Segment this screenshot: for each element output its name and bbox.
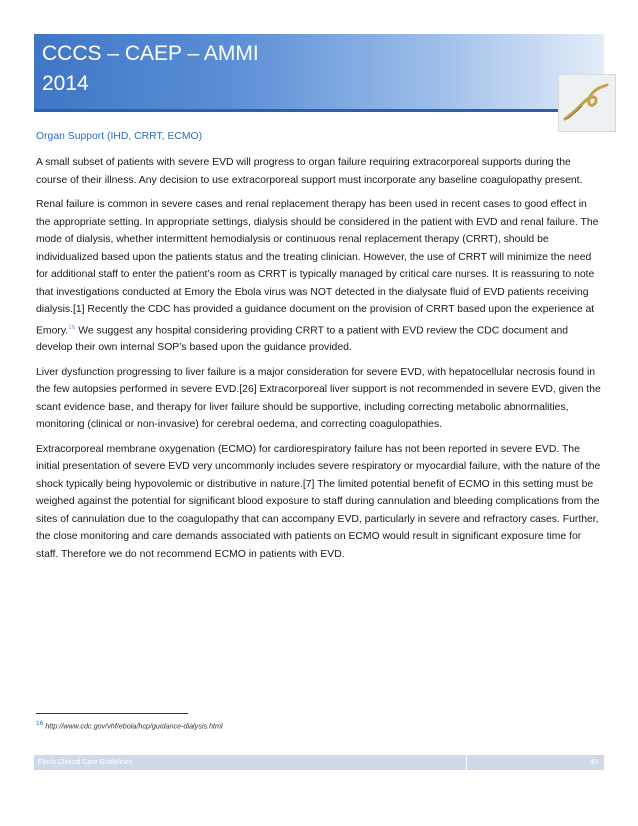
footnote-ref: 16 [68,323,76,331]
page-footer [34,755,604,770]
footer-divider [466,755,467,770]
page-number: 40 [590,759,598,766]
paragraph-3: Liver dysfunction progressing to liver failure is a major consideration for severe EVD, with hepatocellular necrosis found in the few autopsies performed in severe EVD.[26] Extracorporeal liver support is not recommended in severe EVD, given the scant evidence base, and therapy for liver failure should be supportive, including correcting metabolic abnormalities, monitoring (clinical or non-invasive) for cerebral oedema, and correcting coagulopathies. [36,366,601,431]
footnote-text: http://www.cdc.gov/vhf/ebola/hcp/guidance-dialysis.html [43,721,223,731]
section-heading: Organ Support (IHD, CRRT, ECMO) [36,131,203,142]
paragraph-2-part1: Renal failure is common in severe cases and renal replacement therapy has been used in recent cases to good effect in the appropriate setting. In appropriate settings, dialysis should be considered in the patient with EVD and renal failure. The mode of dialysis, whether intermittent hemodialysis or continuous renal replacement therapy (CRRT), should be individualized based upon the patients status and the treating clinician. However, the use of CRRT will minimize the need for additional staff to enter the patient’s room as CRRT is typically managed by critical care nurses. It is reassuring to note that investigations conducted at Emory the Ebola virus was NOT detected in the dialysate fluid of EVD patients receiving dialysis.[1] Recently the CDC has provided a guidance document on the provision of CRRT based upon the experience at Emory. [36,199,599,336]
header-title-line2: 2014 [42,72,89,95]
header-title-line1: CCCS – CAEP – AMMI [42,42,259,65]
footer-title: Ebola Clinical Care Guidelines [38,759,133,766]
footnote-separator [36,713,188,714]
paragraph-2 [36,196,602,357]
footnote-number: 16 [36,720,44,727]
footnote [36,720,223,730]
header-banner [34,34,604,112]
main-content [36,130,602,570]
paragraph-4: Extracorporeal membrane oxygenation (ECMO) for cardiorespiratory failure has not been reported in severe EVD. The initial presentation of severe EVD very uncommonly includes severe respiratory or myocardial failure, with the nature of the shock typically being hypovolemic or distributive in nature.[7] The limited potential benefit of ECMO in this setting must be weighed against the potential for significant blood exposure to staff during cannulation and bleeding complications from the sites of cannulation due to the coagulopathy that can accompany EVD, particularly in severe and refractory cases. Further, the close monitoring and care demands associated with patients on ECMO would result in significant exposure time for staff. Therefore we do not recommend ECMO in patients with EVD. [36,443,601,560]
paragraph-1: A small subset of patients with severe EVD will progress to organ failure requiring extracorporeal supports during the course of their illness. Any decision to use extracorporeal support must incorporate any baseline coagulopathy present. [36,157,583,186]
paragraph-2-part2: We suggest any hospital considering providing CRRT to a patient with EVD review the CDC document and develop their own internal SOP’s based upon the guidance provided. [36,324,569,354]
ebola-virus-icon [559,75,615,131]
ebola-virus-image [558,74,616,132]
